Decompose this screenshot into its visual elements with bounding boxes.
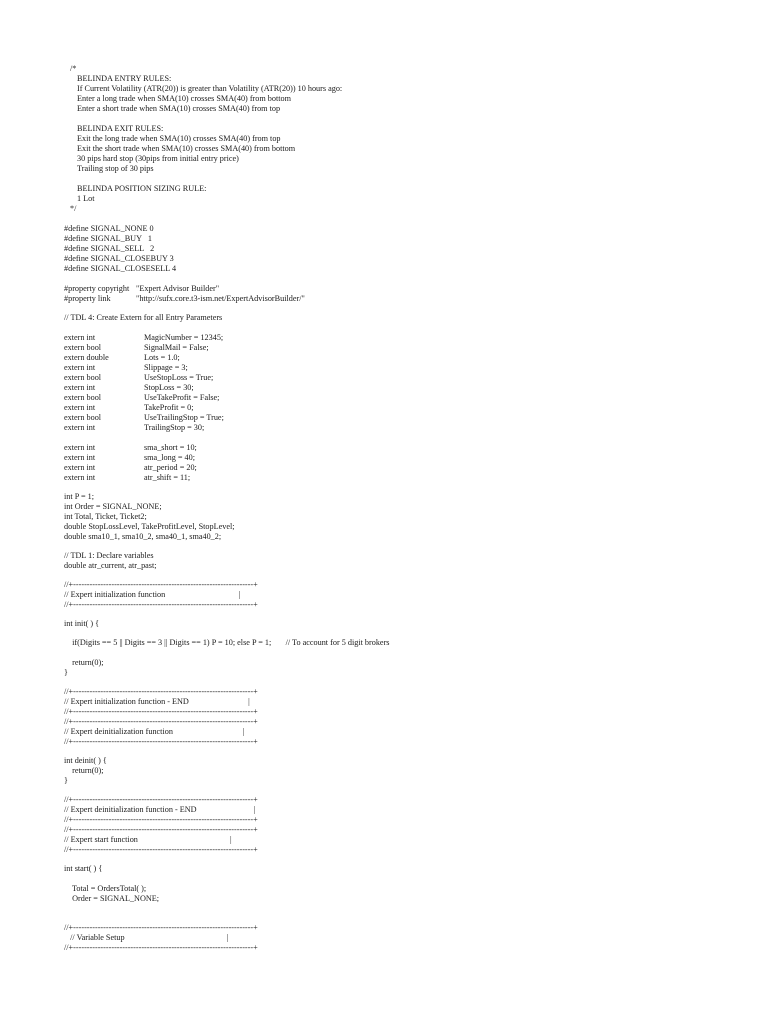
code-line: int start( ) { <box>64 864 103 873</box>
extern-decl: StopLoss = 30; <box>144 383 194 392</box>
extern-type: extern bool <box>64 373 102 382</box>
code-line: int init( ) { <box>64 619 100 628</box>
extern-type: extern bool <box>64 413 102 422</box>
exit-rule-line: Exit the short trade when SMA(10) crosses SMA(40) from bottom <box>77 144 296 153</box>
position-sizing-line: 1 Lot <box>77 194 95 203</box>
separator-line: //+------------------------------------------------------------------+ <box>64 707 258 716</box>
global-decl: double StopLossLevel, TakeProfitLevel, StopLevel; <box>64 522 235 531</box>
global-decl: double sma10_1, sma10_2, sma40_1, sma40_2; <box>64 532 222 541</box>
define-line: #define SIGNAL_CLOSEBUY 3 <box>64 254 174 263</box>
extern-decl: sma_long = 40; <box>144 453 196 462</box>
extern-decl: Lots = 1.0; <box>144 353 180 362</box>
separator-line: //+------------------------------------------------------------------+ <box>64 717 258 726</box>
separator-line: //+------------------------------------------------------------------+ <box>64 923 258 932</box>
define-line: #define SIGNAL_BUY 1 <box>64 234 152 243</box>
property-key: #property copyright <box>64 284 130 293</box>
global-decl: int Total, Ticket, Ticket2; <box>64 512 147 521</box>
extern-decl: atr_shift = 11; <box>144 473 191 482</box>
separator-line: //+------------------------------------------------------------------+ <box>64 600 258 609</box>
code-line: } <box>64 668 68 677</box>
tdl1-decl: double atr_current, atr_past; <box>64 561 157 570</box>
exit-rule-line: 30 pips hard stop (30pips from initial entry price) <box>77 154 239 163</box>
extern-type: extern int <box>64 453 96 462</box>
extern-decl: TrailingStop = 30; <box>144 423 205 432</box>
global-decl: int Order = SIGNAL_NONE; <box>64 502 162 511</box>
separator-line: //+------------------------------------------------------------------+ <box>64 687 258 696</box>
property-value: "Expert Advisor Builder" <box>136 284 220 293</box>
separator-line: //+------------------------------------------------------------------+ <box>64 845 258 854</box>
extern-decl: SignalMail = False; <box>144 343 209 352</box>
code-line: return(0); <box>66 658 104 667</box>
section-comment: // Expert start function | <box>64 835 232 844</box>
position-sizing-heading: BELINDA POSITION SIZING RULE: <box>77 184 207 193</box>
property-key: #property link <box>64 294 111 303</box>
define-line: #define SIGNAL_SELL 2 <box>64 244 155 253</box>
exit-rule-line: Exit the long trade when SMA(10) crosses SMA(40) from top <box>77 134 281 143</box>
entry-rules-heading: BELINDA ENTRY RULES: <box>77 74 172 83</box>
section-comment: // Variable Setup | <box>64 933 229 942</box>
extern-decl: atr_period = 20; <box>144 463 197 472</box>
code-line: int deinit( ) { <box>64 756 107 765</box>
extern-decl: sma_short = 10; <box>144 443 197 452</box>
tdl1-comment: // TDL 1: Declare variables <box>64 551 154 560</box>
extern-decl: Slippage = 3; <box>144 363 188 372</box>
code-line: Total = OrdersTotal( ); <box>66 884 147 893</box>
code-line: } <box>64 776 68 785</box>
extern-type: extern int <box>64 363 96 372</box>
global-decl: int P = 1; <box>64 492 95 501</box>
extern-type: extern bool <box>64 393 102 402</box>
separator-line: //+------------------------------------------------------------------+ <box>64 795 258 804</box>
code-line: return(0); <box>66 766 104 775</box>
define-line: #define SIGNAL_NONE 0 <box>64 224 154 233</box>
extern-decl: UseStopLoss = True; <box>144 373 214 382</box>
extern-type: extern int <box>64 443 96 452</box>
extern-type: extern bool <box>64 343 102 352</box>
extern-type: extern int <box>64 473 96 482</box>
section-comment: // Expert deinitialization function - END | <box>64 805 256 814</box>
extern-type: extern int <box>64 333 96 342</box>
extern-decl: MagicNumber = 12345; <box>144 333 224 342</box>
define-line: #define SIGNAL_CLOSESELL 4 <box>64 264 177 273</box>
separator-line: //+------------------------------------------------------------------+ <box>64 737 258 746</box>
extern-type: extern int <box>64 383 96 392</box>
extern-type: extern int <box>64 463 96 472</box>
comment-open: /* <box>70 64 77 73</box>
entry-rule-line: If Current Volatility (ATR(20)) is greater than Volatility (ATR(20)) 10 hours ago: <box>77 84 343 93</box>
extern-type: extern double <box>64 353 109 362</box>
extern-type: extern int <box>64 423 96 432</box>
separator-line: //+------------------------------------------------------------------+ <box>64 815 258 824</box>
section-comment: // Expert initialization function | <box>64 590 241 599</box>
tdl4-comment: // TDL 4: Create Extern for all Entry Parameters <box>64 313 223 322</box>
code-line: Order = SIGNAL_NONE; <box>66 894 160 903</box>
section-comment: // Expert initialization function - END | <box>64 697 250 706</box>
section-comment: // Expert deinitialization function | <box>64 727 245 736</box>
extern-decl: TakeProfit = 0; <box>144 403 194 412</box>
entry-rule-line: Enter a long trade when SMA(10) crosses SMA(40) from bottom <box>77 94 291 103</box>
separator-line: //+------------------------------------------------------------------+ <box>64 580 258 589</box>
comment-close: */ <box>70 204 77 213</box>
separator-line: //+------------------------------------------------------------------+ <box>64 943 258 952</box>
property-value: "http://sufx.core.t3-ism.net/ExpertAdvisorBuilder/" <box>136 294 305 303</box>
extern-decl: UseTakeProfit = False; <box>144 393 220 402</box>
extern-type: extern int <box>64 403 96 412</box>
exit-rule-line: Trailing stop of 30 pips <box>77 164 154 173</box>
entry-rule-line: Enter a short trade when SMA(10) crosses SMA(40) from top <box>77 104 281 113</box>
separator-line: //+------------------------------------------------------------------+ <box>64 825 258 834</box>
extern-decl: UseTrailingStop = True; <box>144 413 224 422</box>
exit-rules-heading: BELINDA EXIT RULES: <box>77 124 164 133</box>
code-line: if(Digits == 5 || Digits == 3 || Digits == 1) P = 10; else P = 1; // To account for 5 digit brokers <box>66 638 390 647</box>
